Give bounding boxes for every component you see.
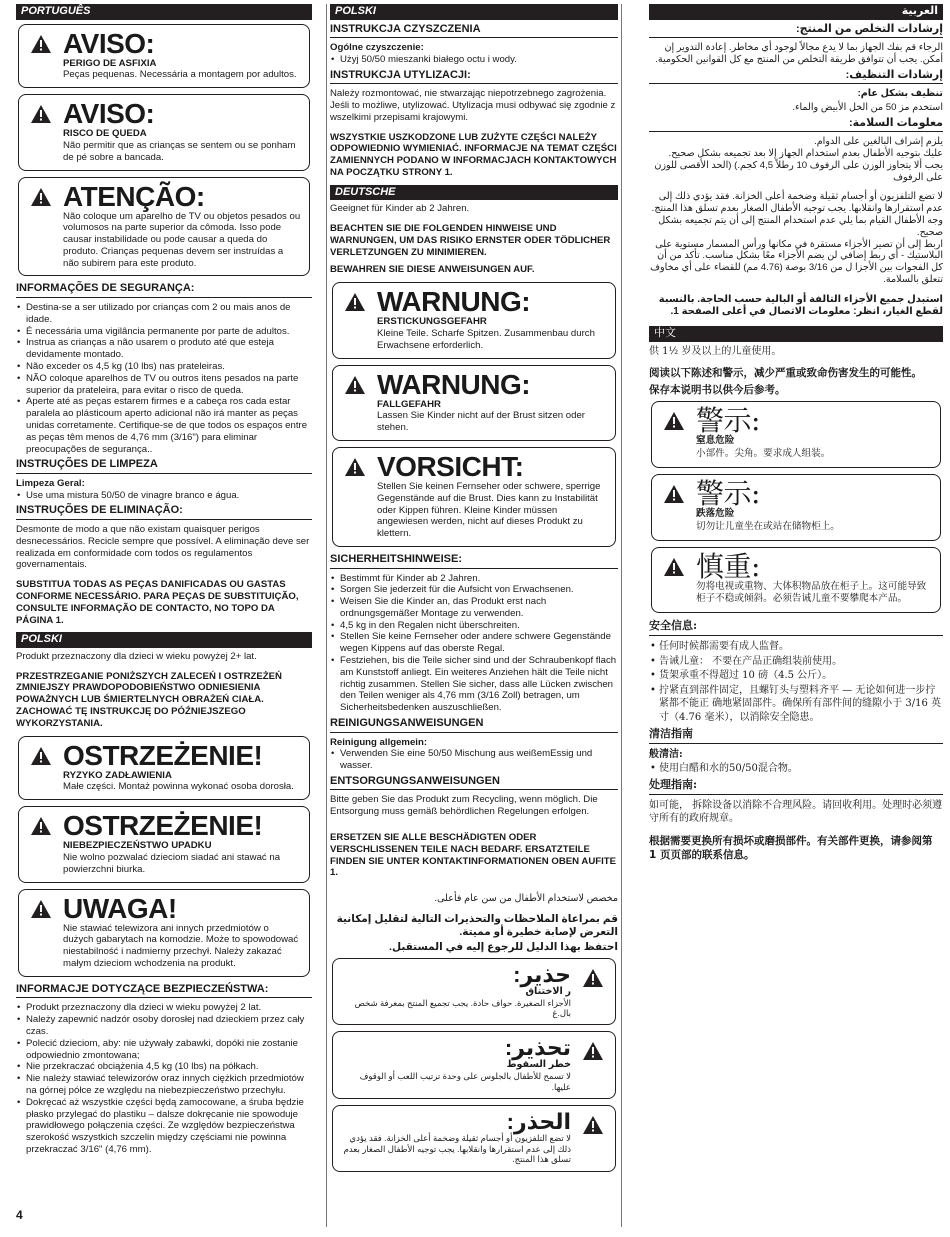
warning-text: Kleine Teile. Scharfe Spitzen. Zusammenbau durch Erwachsene erforderlich. xyxy=(377,328,595,351)
warning-text: 勿将电视或重物、大体积物品放在柜子上。这可能导致柜子不稳或倾斜。必须告诫儿童不要攀爬本产品。 xyxy=(696,580,927,605)
warning-box-de-caution xyxy=(332,447,616,547)
list-item: • Verwenden Sie eine 50/50 Mischung aus weißemEssig und wasser. xyxy=(330,748,618,772)
warning-subtitle: خطر السقوط xyxy=(506,1059,571,1071)
zh-section xyxy=(649,345,943,862)
list-item: • Nie przekraczać obciążenia 4,5 kg (10 lbs) na półkach. xyxy=(16,1061,312,1073)
list-item: • NÃO coloque aparelhos de TV ou outros itens pesados na parte superior da prateleira, para evitar o risco de queda. xyxy=(16,373,312,397)
intro-ar: مخصص لاستخدام الأطفال من سن عام فأعلى. xyxy=(434,893,618,905)
warning-text: لا تسمح للأطفال بالجلوس على وحدة ترتيب اللعب أو الوقوف عليها. xyxy=(359,1071,571,1092)
section-heading: 处理指南: xyxy=(649,778,943,795)
warning-triangle-icon xyxy=(583,969,603,987)
list-item: • Dokręcać aż wszystkie części będą zamocowane, a śruba będzie płasko przylegać do plastiku – dalsze dokręcanie nie spowoduje prawidłowego połączenia części. Ze względów bezpieczeństwa szerokość wszystkich szczelin między częściami nie powinna przekraczać 3/16" (4,76 mm). xyxy=(16,1097,312,1156)
warning-text: Não coloque um aparelho de TV ou objetos pesados ou volumosos na parte superior da cômoda. Isso pode causar instabilidade ou pode causar a queda do produto. Crianças pequenas devem ser instruídas a não subirem para este produto. xyxy=(63,210,301,269)
warning-title: 慎重: xyxy=(696,549,760,583)
subheading: Reinigung allgemein: xyxy=(330,736,428,748)
keep-note-ar: احتفظ بهذا الدليل للرجوع إليه في المستقبل. xyxy=(389,940,618,953)
intro: 供 1½ 岁及以上的儿童使用。 xyxy=(649,345,782,357)
warning-title: حذير: xyxy=(513,961,571,987)
warning-triangle-icon xyxy=(664,558,684,576)
section-heading: معلومات السلامة: xyxy=(649,117,943,133)
subheading: 般清洁: xyxy=(649,749,683,761)
strong-note-ar: قم بمراعاة الملاحظات والتحذيرات التالية لتقليل إمكانية التعرض لإصابة خطيرة أو مميتة. xyxy=(336,913,618,938)
warning-triangle-icon xyxy=(345,376,365,394)
warning-box-pt-choking xyxy=(18,24,310,89)
column-3 xyxy=(649,4,943,1227)
warning-triangle-icon xyxy=(664,485,684,503)
warning-box-ar-choking xyxy=(332,958,616,1026)
warning-subtitle: 窒息危险 xyxy=(696,434,735,446)
warning-text: Peças pequenas. Necessária a montagem por adultos. xyxy=(63,69,297,81)
section-heading: INFORMAÇÕES DE SEGURANÇA: xyxy=(16,282,312,298)
warning-box-zh-fall xyxy=(651,474,941,541)
list-item: • Sorgen Sie jederzeit für die Aufsicht von Erwachsenen. xyxy=(330,584,618,596)
warning-box-zh-choking xyxy=(651,401,941,468)
warning-triangle-icon xyxy=(31,188,51,206)
subheading: Ogólne czyszczenie: xyxy=(330,42,424,54)
section-heading: INSTRUKCJA UTYLIZACJI: xyxy=(330,69,618,85)
list-item: • Festziehen, bis die Teile sicher sind und der Schraubenkopf flach am Kunststoff anliegt. Ein weiteres Anziehen hält die Teile nicht richtig zusammen. Stellen Sie sicher, dass alle Lücken zwischen den Teilen weniger als 4,76 mm (3/16 Zoll) betragen, um Sicherheitsbedenken auszuschließen. xyxy=(330,655,618,714)
list-item: اربط إلى أن تصير الأجزاء مستقرة في مكانها ورأس المسمار مستوية على البلاستيك - أي ربط إضافي لن يضم الأجزاء معًا بشكل مناسب. تأكد من أن كل الفجوات بين الأجزا ل من 3/16 بوصة (4.76 مم) للقضاء على أي مخاوف تتعلق بالسلامة. xyxy=(650,238,943,286)
paragraph: Należy rozmontować, nie stwarzając niepotrzebnego zagrożenia. Jeśli to możliwe, utylizować. Utylizacja musi odbywać się zgodnie z wszelkimi przepisami krajowymi. xyxy=(330,88,616,123)
warning-title: تحذير: xyxy=(504,1035,571,1061)
strong-note: PRZESTRZEGANIE PONIŻSZYCH ZALECEŃ I OSTRZEŻEŃ ZMNIEJSZY PRAWDOPODOBIEŃSTWO ODNIESIENIA POWAŻNYCH LUB ŚMIERTELNYCH OBRAŻEŃ CIAŁA. ZACHOWAĆ TĘ INSTRUKCJĘ DO PÓŹNIEJSZEGO WYKORZYSTANIA. xyxy=(16,670,282,729)
warning-triangle-icon xyxy=(345,458,365,476)
warning-subtitle: ERSTICKUNGSGEFAHR xyxy=(377,316,487,328)
list-item: • Bestimmt für Kinder ab 2 Jahren. xyxy=(330,573,618,585)
warning-text: Não permitir que as crianças se sentem ou se ponham de pé sobre a bancada. xyxy=(63,139,296,163)
replace-note: SUBSTITUA TODAS AS PEÇAS DANIFICADAS OU GASTAS CONFORME NECESSÁRIO. PARA PEÇAS DE SUBSTITUIÇÃO, CONSULTE INFORMAÇÃO DE CONTACTO, NO TOPO DA PÁGINA 1. xyxy=(16,579,299,626)
lang-header-zh: 中文 xyxy=(649,326,943,342)
warning-subtitle: PERIGO DE ASFIXIA xyxy=(63,57,157,69)
warning-title: ATENÇÃO: xyxy=(63,180,205,212)
list-item: • É necessária uma vigilância permanente por parte de adultos. xyxy=(16,326,312,338)
safety-list-pl xyxy=(16,1002,312,1155)
column-1 xyxy=(16,4,312,1227)
intro: Produkt przeznaczony dla dzieci w wieku powyżej 2+ lat. xyxy=(16,650,257,662)
warning-box-pt-caution xyxy=(18,177,310,277)
list-item: • Destina-se a ser utilizado por crianças com 2 ou mais anos de idade. xyxy=(16,302,312,326)
section-heading: 清洁指南 xyxy=(649,727,943,744)
safety-list-pt xyxy=(16,302,312,455)
list-item: • Weisen Sie die Kinder an, das Produkt erst nach ordnungsgemäßer Montage zu verwenden. xyxy=(330,596,618,620)
warning-box-ar-fall xyxy=(332,1031,616,1099)
section-heading: ENTSORGUNGSANWEISUNGEN xyxy=(330,775,618,791)
warning-text: الأجزاء الصغيرة. حواف حادة. يجب تجميع المنتج بمعرفة شخص بال.غ xyxy=(354,997,571,1019)
lang-header-pl: POLSKI xyxy=(16,632,312,648)
list-item: • 4,5 kg in den Regalen nicht überschreiten. xyxy=(330,620,618,632)
warning-title: WARNUNG: xyxy=(377,286,531,318)
warning-text: 小部件。尖角。要求成人组装。 xyxy=(696,447,831,459)
keep-note: 保存本说明书以供今后参考。 xyxy=(649,383,786,396)
lang-header-pl-cont: POLSKI xyxy=(330,4,618,20)
list-item: • 任何时候都需要有成人监督。 xyxy=(649,640,943,654)
list-item: • Stellen Sie keine Fernseher oder andere schwere Gegenstände wegen Kippens auf das oberste Regal. xyxy=(330,631,618,655)
warning-triangle-icon xyxy=(31,900,51,918)
warning-triangle-icon xyxy=(31,35,51,53)
warning-title: OSTRZEŻENIE! xyxy=(63,739,263,771)
warning-text: Lassen Sie Kinder nicht auf der Brust sitzen oder stehen. xyxy=(377,410,585,434)
replace-note: 根据需要更换所有损坏或磨损部件。有关部件更换，请参阅第 1 页页部的联系信息。 xyxy=(649,834,933,862)
paragraph: Desmonte de modo a que não existam quaisquer perigos desnecessários. Recicle sempre que possível. A eliminação deve ser realizada em conformidade com todos os regulamentos governamentais. xyxy=(16,523,310,571)
warning-title: WARNUNG: xyxy=(377,368,531,400)
warning-triangle-icon xyxy=(31,747,51,765)
warning-box-pt-fall xyxy=(18,94,310,170)
list-item: يجب ألا يتجاوز الوزن على الرفوف 10 رطلاً 4,5 كجم.) (الحد الأقصى للوزن على الرفوف xyxy=(654,159,943,183)
section-heading: إرشادات التخلص من المنتج: xyxy=(649,23,943,39)
lang-header-pt: PORTUGUÊS xyxy=(16,4,312,20)
list-item: • Użyj 50/50 mieszanki białego octu i wody. xyxy=(330,54,618,66)
list-item: • Należy zapewnić nadzór osoby dorosłej nad dzieckiem przez cały czas. xyxy=(16,1014,312,1038)
section-heading: INFORMACJE DOTYCZĄCE BEZPIECZEŃSTWA: xyxy=(16,983,312,999)
list-item: • 货架承重不得超过 10 磅（4.5 公斤）。 xyxy=(649,669,943,683)
warning-title: OSTRZEŻENIE! xyxy=(63,810,263,842)
clean-list-de xyxy=(330,748,618,772)
page-number: 4 xyxy=(16,1208,23,1223)
list-item: • 告诫儿童： 不要在产品正确组装前使用。 xyxy=(649,655,943,669)
section-heading: 安全信息: xyxy=(649,619,943,636)
section-heading: REINIGUNGSANWEISUNGEN xyxy=(330,717,618,733)
list-item: • Polecić dzieciom, aby: nie używały zabawki, dopóki nie zostanie odpowiednio zmontowana; xyxy=(16,1038,312,1062)
list-item: يلزم إشراف البالغين على الدوام. xyxy=(814,136,943,148)
warning-subtitle: ر الاختناق xyxy=(525,985,571,997)
list-item: وجه الأطفال القيام بما يلي عدم استخدام المنتج إلى أن يتم تجميعه بشكل صحيح. xyxy=(658,215,943,238)
warning-subtitle: 跌落危险 xyxy=(696,507,735,519)
warning-title: 警示: xyxy=(696,403,760,437)
warning-box-ar-caution xyxy=(332,1105,616,1171)
warning-box-pl-choking xyxy=(18,736,310,801)
clean-list-zh xyxy=(649,762,943,776)
list-item: • Produkt przeznaczony dla dzieci w wieku powyżej 2 lat. xyxy=(16,1002,312,1014)
clean-list-pt xyxy=(16,490,312,502)
warning-box-de-choking xyxy=(332,282,616,358)
paragraph: الرجاء قم بفك الجهاز بما لا يدع مجالاً لوجود أي مخاطر. إعادة التدوير إن أمكن. يجب أن تتوافق طريقة التخلص من المنتج مع كل القوانين الحكومية. xyxy=(655,42,943,65)
list-item: • Instrua as crianças a não usarem o produto até que esteja devidamente montado. xyxy=(16,337,312,361)
strong-note: BEACHTEN SIE DIE FOLGENDEN HINWEISE UND WARNUNGEN, UM DAS RISIKO ERNSTER ODER TÖDLICHER VERLETZUNGEN ZU MINIMIEREN. xyxy=(330,223,611,258)
warning-text: لا تضع التلفزيون أو أجسام ثقيلة وضخمة أعلى الخزانة. فقد يؤدي ذلك إلى عدم استقرارها وانقلابها. يجب توجيه الأطفال الصغار بعدم تسلق هذا المنتج. xyxy=(343,1133,571,1165)
list-item: • Nie należy stawiać telewizorów oraz innych ciężkich przedmiotów na górnej półce ze względu na niebezpieczeństwo przechyłu. xyxy=(16,1073,312,1097)
keep-note: BEWAHREN SIE DIESE ANWEISUNGEN AUF. xyxy=(330,264,535,276)
list-item: • Não exceder os 4,5 kg (10 lbs) nas prateleiras. xyxy=(16,361,312,373)
safety-list-ar-2 xyxy=(649,191,943,285)
warning-triangle-icon xyxy=(583,1042,603,1060)
warning-subtitle: NIEBEZPIECZEŃSTWO UPADKU xyxy=(63,840,212,852)
list-item: • Use uma mistura 50/50 de vinagre branco e água. xyxy=(16,490,312,502)
intro: Geeignet für Kinder ab 2 Jahren. xyxy=(330,203,470,215)
warning-triangle-icon xyxy=(31,817,51,835)
lang-header-de: DEUTSCHE xyxy=(330,185,618,201)
clean-list-pl xyxy=(330,54,618,66)
warning-box-de-fall xyxy=(332,365,616,441)
warning-title: AVISO: xyxy=(63,98,155,130)
list-item: • 使用白醋和水的50/50混合物。 xyxy=(649,762,943,776)
warning-title: VORSICHT: xyxy=(377,451,524,482)
lang-header-ar: العربية xyxy=(649,4,943,20)
warning-text: Małe części. Montaż powinna wykonać osoba dorosła. xyxy=(63,781,294,793)
warning-triangle-icon xyxy=(583,1116,603,1134)
warning-box-zh-caution xyxy=(651,547,941,614)
paragraph: Bitte geben Sie das Produkt zum Recycling, wenn möglich. Die Entsorgung muss gemäß behördlichen Regelungen erfolgen. xyxy=(330,794,598,818)
safety-list-ar xyxy=(649,136,943,183)
warning-text: 切勿让儿童坐在或站在储物柜上。 xyxy=(696,520,840,532)
section-heading: INSTRUÇÕES DE LIMPEZA xyxy=(16,458,312,474)
replace-note: ERSETZEN SIE ALLE BESCHÄDIGTEN ODER VERSCHLISSENEN TEILE NACH BEDARF. ERSATZTEILE FINDEN SIE UNTER KONTAKTINFORMATIONEN OBEN AUFITE 1. xyxy=(330,832,617,879)
warning-box-pl-fall xyxy=(18,806,310,882)
warning-title: AVISO: xyxy=(63,27,155,59)
safety-list-zh xyxy=(649,640,943,724)
list-item: • 拧紧直到部件固定，且螺钉头与塑料齐平 — 无论如何进一步拧紧都不能正 确地紧固部件。确保所有部件间的缝隙小于 3/16 英寸（4.76 毫米），以消除安全隐患。 xyxy=(649,684,943,725)
subheading: تنظيف بشكل عام: xyxy=(857,88,943,100)
warning-title: UWAGA! xyxy=(63,892,177,924)
section-heading: INSTRUÇÕES DE ELIMINAÇÃO: xyxy=(16,504,312,520)
warning-title: الحذر: xyxy=(506,1109,571,1135)
replace-note: استبدل جميع الأجزاء التالفة أو البالية حسب الحاجة. بالنسبة لقطع الغيار، انظر: معلومات الاتصال في أعلى الصفحة 1. xyxy=(658,293,943,318)
list-item: • Aperte até as peças estarem firmes e a cabeça ros cada estar paralela ao plásticoum aperto adicional não irá manter as peças unidas corretamente. Certifique-se de que todos os espaços entre as peças têm menos de 4,76 mm (3/16") para eliminar preocupações de segurança.. xyxy=(16,396,312,455)
warning-subtitle: RYZYKO ZADŁAWIENIA xyxy=(63,769,172,781)
column-2 xyxy=(326,4,622,1227)
list-item: عليك بتوجيه الأطفال بعدم استخدام الجهاز إلا بعد تجميعه بشكل صحيح. xyxy=(668,148,943,160)
warning-subtitle: FALLGEFAHR xyxy=(377,398,441,410)
warning-triangle-icon xyxy=(345,293,365,311)
warning-triangle-icon xyxy=(31,105,51,123)
replace-note: WSZYSTKIE USZKODZONE LUB ZUŻYTE CZĘŚCI NALEŻY ODPOWIEDNIO WYMIENIAĆ. INFORMACJE NA TEMAT CZĘŚCI ZAMIENNYCH PODANO W INFORMACJACH KONTAKTOWYCH NA POCZĄTKU STRONY 1. xyxy=(330,131,617,178)
warning-text: Nie wolno pozwalać dzieciom siadać ani stawać na powierzchni biurka. xyxy=(63,852,281,875)
warning-text: Nie stawiać telewizora ani innych przedmiotów o dużych gabarytach na komodzie. Może to spowodować niestabilność i nadmierny przechył. Należy zakazać małym dzieciom wchodzenia na produkt. xyxy=(63,922,299,970)
warning-triangle-icon xyxy=(664,412,684,430)
safety-list-de xyxy=(330,573,618,715)
warning-title: 警示: xyxy=(696,476,760,510)
section-heading: INSTRUKCJA CZYSZCZENIA xyxy=(330,23,618,39)
warning-box-pl-caution xyxy=(18,889,310,977)
section-heading: إرشادات التنظيف: xyxy=(649,69,943,85)
paragraph: استخدم مز 50 من الخل الأبيض والماء. xyxy=(792,101,943,113)
warning-subtitle: RISCO DE QUEDA xyxy=(63,128,147,140)
strong-note: 阅读以下陈述和警示，减少严重或致命伤害发生的可能性。 xyxy=(649,367,922,380)
section-heading: SICHERHEITSHINWEISE: xyxy=(330,553,618,569)
list-item: لا تضع التلفزيون أو أجسام ثقيلة وضخمة أعلى الخزانة. فقد يؤدي ذلك إلى عدم استقرارها وانقلابها. يجب توجيه الأطفال الصغار بعدم تسلق هذا المنتج. xyxy=(651,191,943,215)
paragraph: 如可能， 拆除设备以消除不合理风险。请回收利用。处理时必须遵守所有的政府规章。 xyxy=(649,799,943,825)
warning-text: Stellen Sie keinen Fernseher oder schwere, sperrige Gegenstände auf die Brust. Dies kann zu Instabilität oder Kippen führen. Kleine Kinder müssen angewiesen werden, nicht auf dieses Produkt zu klettern. xyxy=(377,481,601,540)
subheading: Limpeza Geral: xyxy=(16,477,85,489)
